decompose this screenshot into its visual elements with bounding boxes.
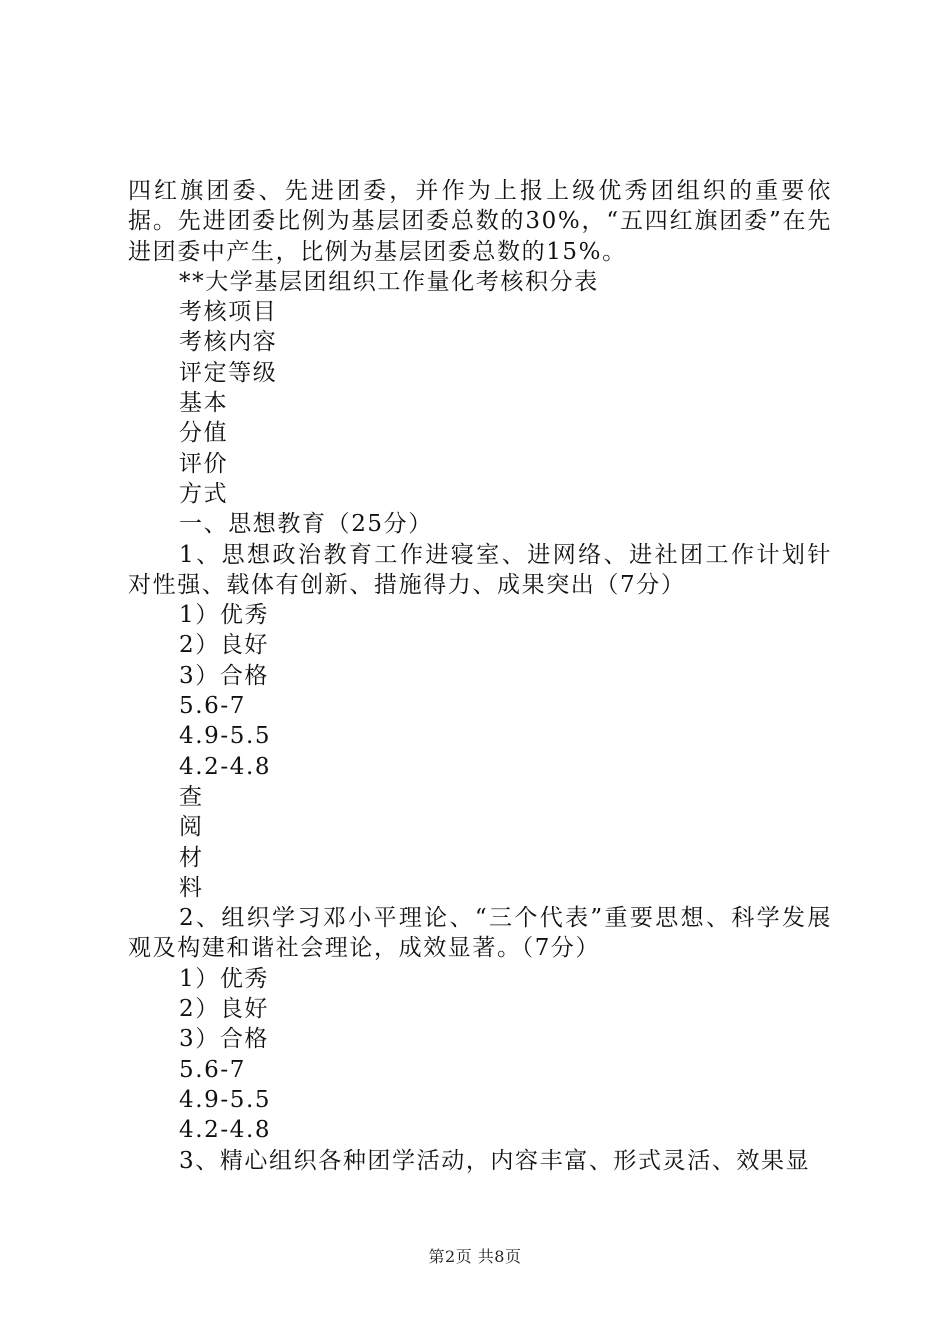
criterion-item: 1、思想政治教育工作进寝室、进网络、进社团工作计划针对性强、载体有创新、措施得力、成果突出（7分） <box>128 541 832 598</box>
table-header-project: 考核项目 <box>179 299 278 326</box>
criterion-item: 2、组织学习邓小平理论、“三个代表”重要思想、科学发展观及构建和谐社会理论，成效显著。（7分） <box>128 905 832 962</box>
score-range: 5.6-7 <box>179 693 246 720</box>
table-title: **大学基层团组织工作量化考核积分表 <box>179 268 599 295</box>
table-header-grade: 评定等级 <box>179 359 278 386</box>
table-header-method: 方式 <box>179 480 229 507</box>
grade-item: 2）良好 <box>179 996 270 1023</box>
grade-item: 2）良好 <box>179 632 270 659</box>
section-heading: 一、思想教育（25分） <box>179 511 433 538</box>
grade-item: 3）合格 <box>179 1026 270 1053</box>
table-header-base: 基本 <box>179 390 229 417</box>
score-range: 4.2-4.8 <box>179 1117 272 1144</box>
score-range: 4.2-4.8 <box>179 753 272 780</box>
table-header-evaluation: 评价 <box>179 450 229 477</box>
grade-item: 1）优秀 <box>179 602 270 629</box>
page-footer: 第2页 共8页 <box>428 1247 522 1266</box>
criterion-item: 3、精心组织各种团学活动，内容丰富、形式灵活、效果显 <box>179 1147 811 1174</box>
table-header-score: 分值 <box>179 420 229 447</box>
method-char: 阅 <box>179 814 204 841</box>
score-range: 5.6-7 <box>179 1056 246 1083</box>
paragraph: 四红旗团委、先进团委，并作为上报上级优秀团组织的重要依据。先进团委比例为基层团委总数的30%，“五四红旗团委”在先进团委中产生，比例为基层团委总数的15%。 <box>128 178 832 265</box>
score-range: 4.9-5.5 <box>179 1086 272 1113</box>
method-char: 材 <box>179 844 204 871</box>
table-header-content: 考核内容 <box>179 329 278 356</box>
grade-item: 3）合格 <box>179 662 270 689</box>
method-char: 查 <box>179 783 204 810</box>
score-range: 4.9-5.5 <box>179 723 272 750</box>
grade-item: 1）优秀 <box>179 965 270 992</box>
method-char: 料 <box>179 874 204 901</box>
document-body <box>128 176 832 1176</box>
